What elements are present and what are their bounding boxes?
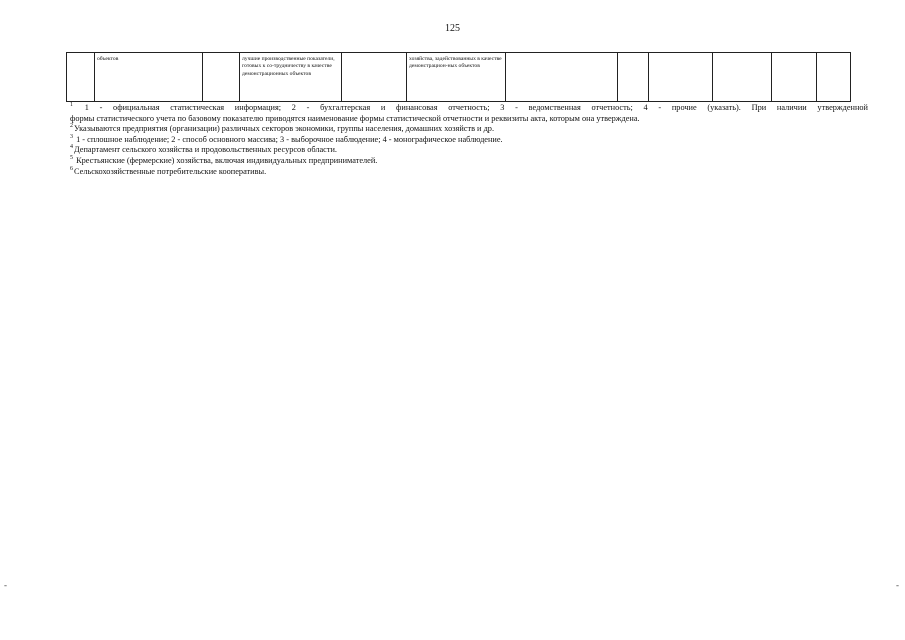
footnote-marker: 4 — [70, 144, 73, 151]
footnote-6 — [70, 167, 868, 178]
table-cell — [506, 53, 618, 102]
footnote-text: 1 - официальная статистическая информация; 2 - бухгалтерская и финансовая отчетность; 3 - ведомственная отчетность; 4 - прочие (указать). При наличии утвержденной — [84, 103, 869, 112]
footnote-5 — [70, 156, 868, 167]
footnote-text: Крестьянские (фермерские) хозяйства, включая индивидуальных предпринимателей. — [76, 155, 378, 165]
table-cell — [817, 53, 851, 102]
footnotes — [70, 103, 868, 177]
footnote-text: Сельскохозяйственные потребительские кооперативы. — [74, 166, 267, 176]
footnote-4 — [70, 145, 868, 156]
table-cell — [618, 53, 649, 102]
footnote-text: формы статистического учета по базовому показателю приводятся наименование формы статистической отчетности и реквизиты акта, которым она утверждена. — [70, 113, 640, 123]
footnote-marker: 5 — [70, 154, 73, 161]
table-cell: хозяйства, задействованных в качестве демонстрацион-ных объектов — [407, 53, 506, 102]
footnote-text: Департамент сельского хозяйства и продовольственных ресурсов области. — [74, 145, 338, 155]
footnote-marker: 6 — [70, 165, 73, 172]
table-row — [67, 53, 851, 102]
footnote-text: 1 - сплошное наблюдение; 2 - способ основного массива; 3 - выборочное наблюдение; 4 - монографическое наблюдение. — [76, 134, 503, 144]
footnote-marker: 2 — [70, 123, 73, 130]
table-cell: объектов — [95, 53, 203, 102]
table-cell — [203, 53, 240, 102]
footnote-3 — [70, 135, 868, 146]
footnote-2 — [70, 124, 868, 135]
footnote-marker: 3 — [70, 133, 73, 140]
table-cell — [649, 53, 713, 102]
table-cell — [342, 53, 407, 102]
continuation-table — [66, 52, 851, 102]
right-edge-mark: - — [896, 580, 899, 590]
page-number: 125 — [445, 23, 460, 34]
table-cell — [67, 53, 95, 102]
footnote-text: Указываются предприятия (организации) различных секторов экономики, группы населения, домашних хозяйств и др. — [74, 124, 495, 134]
footnote-marker: 1 — [70, 102, 73, 108]
table-cell: лучшие производственные показатели, готовых к со-трудничеству в качестве демонстрационных объектов — [240, 53, 342, 102]
table-cell — [772, 53, 817, 102]
table-cell — [713, 53, 772, 102]
footnote-1 — [70, 103, 868, 124]
left-edge-mark: - — [4, 580, 7, 590]
